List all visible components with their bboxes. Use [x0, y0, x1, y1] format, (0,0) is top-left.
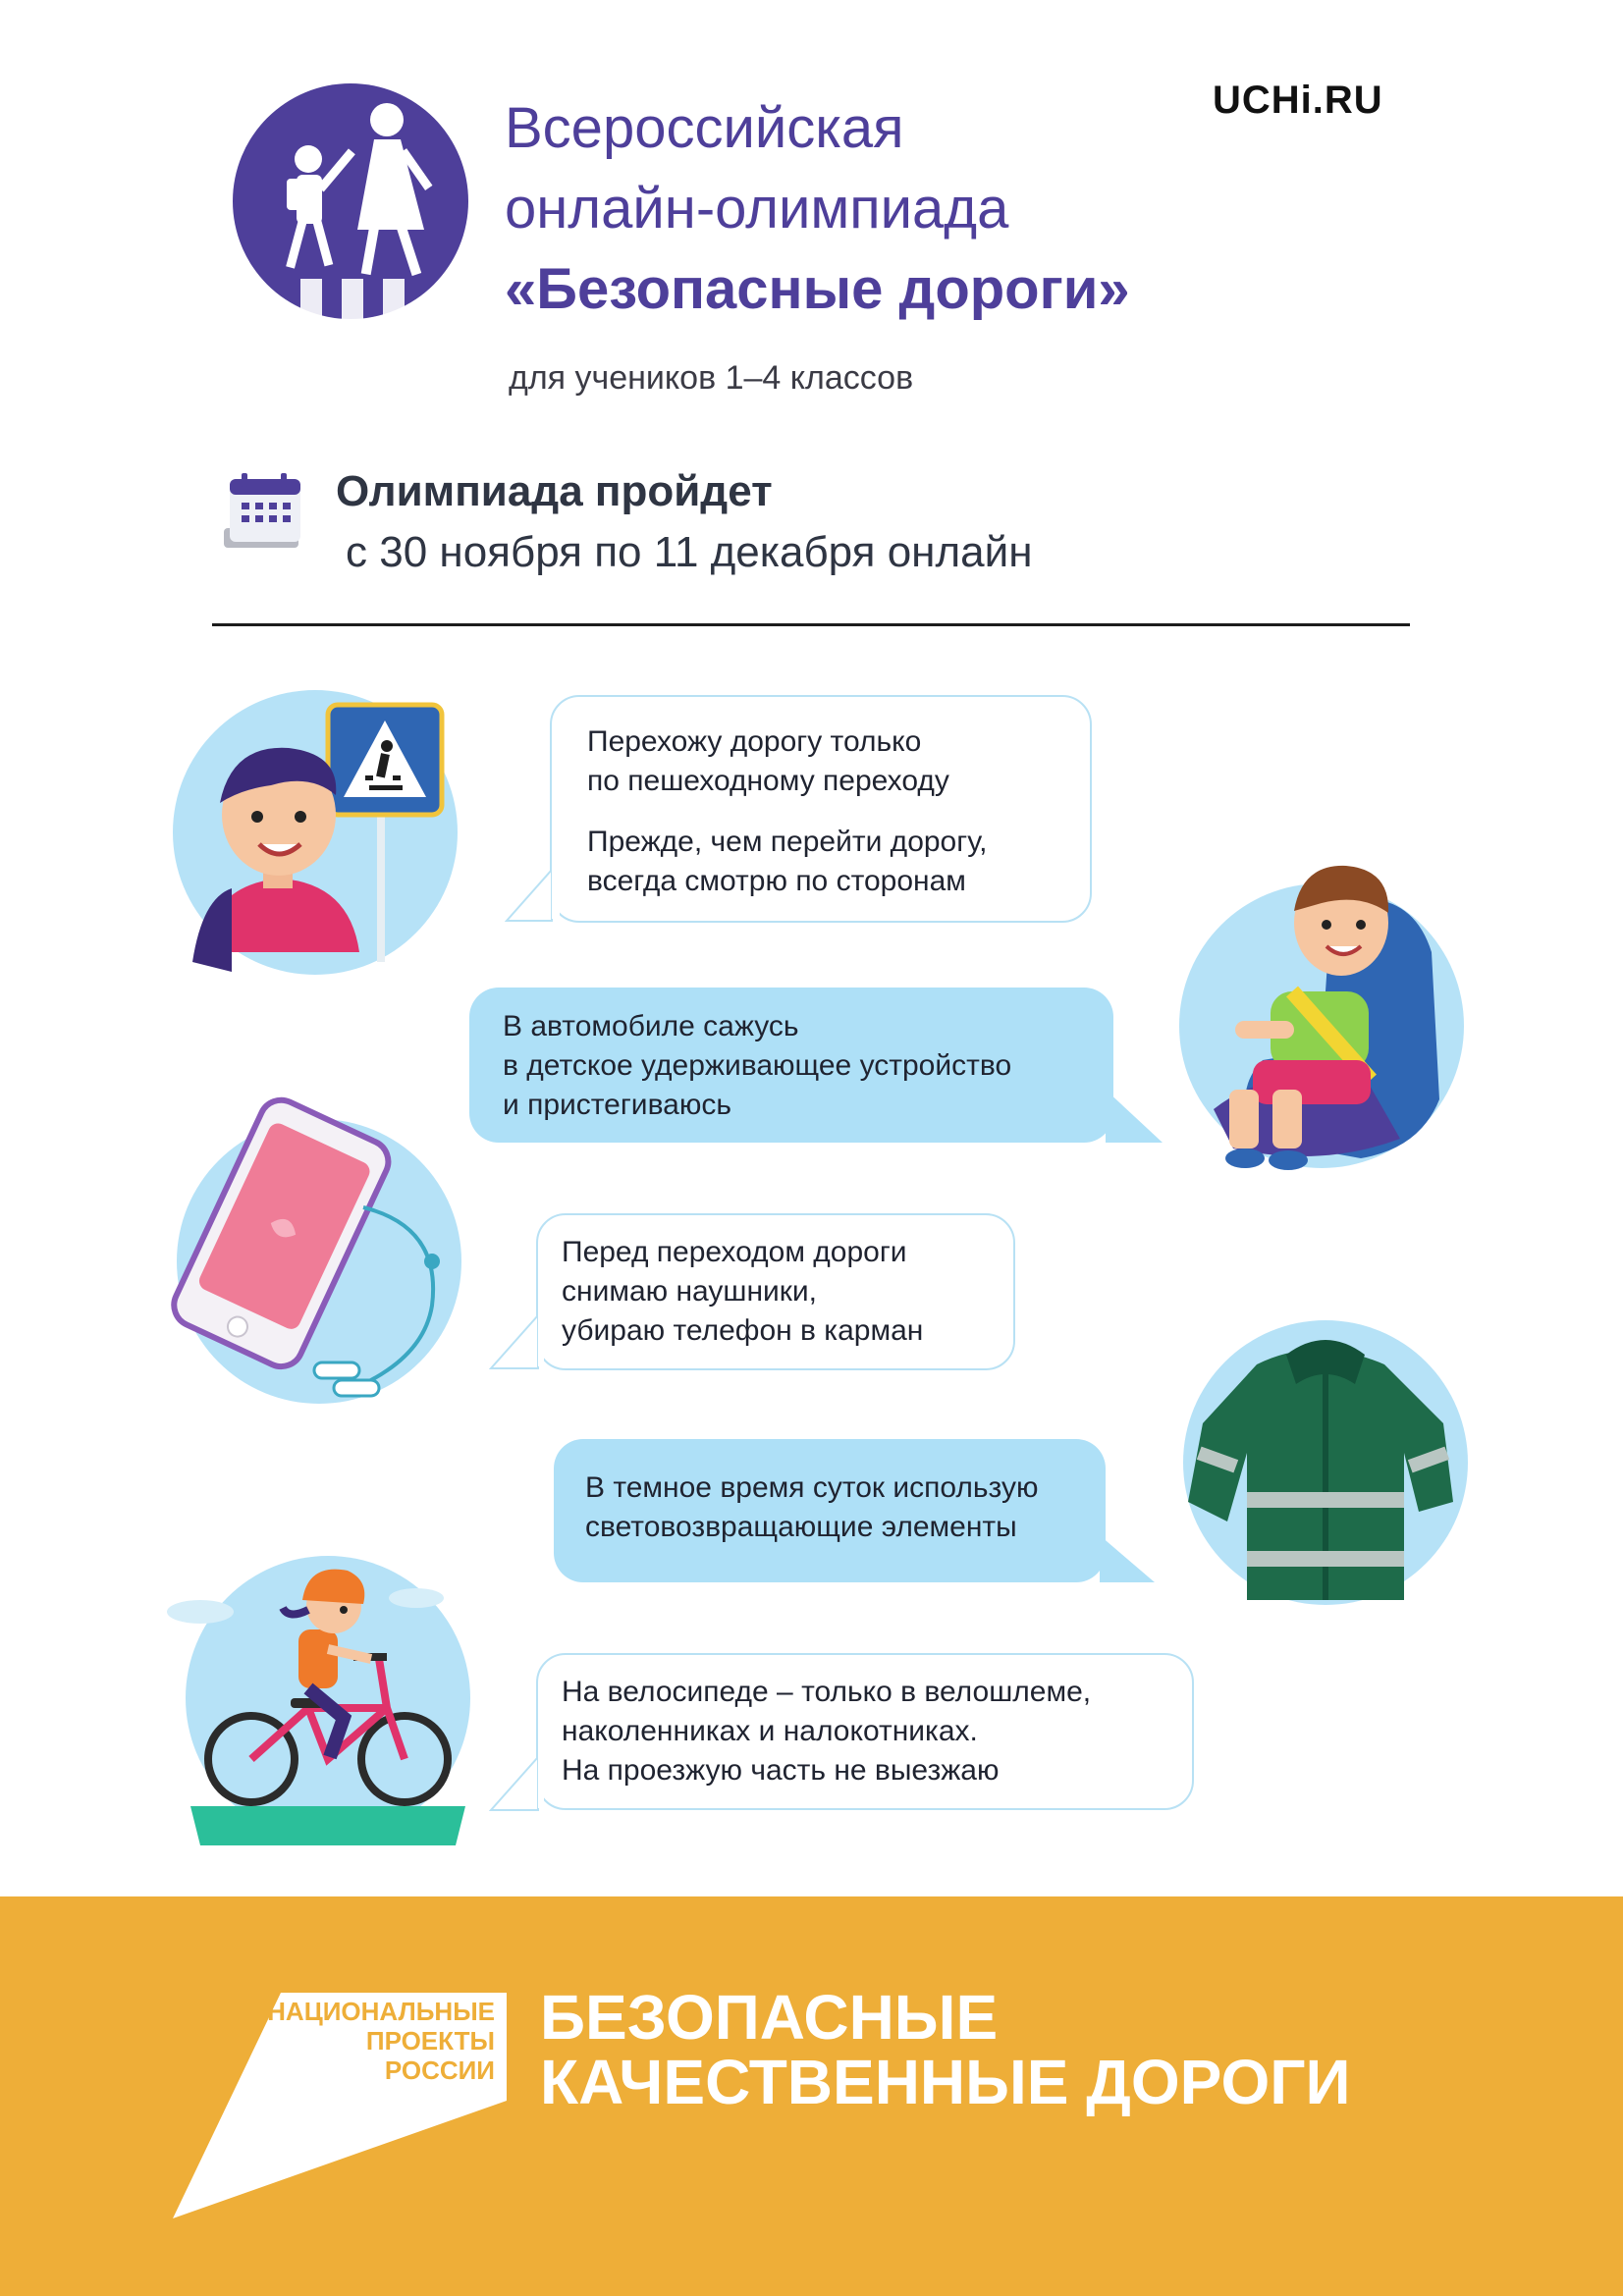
page-title	[505, 88, 1130, 330]
footer-title-line-2: КАЧЕСТВЕННЫЕ ДОРОГИ	[540, 2047, 1351, 2117]
rule-bubble-4	[554, 1439, 1106, 1582]
rule-3-line-2: снимаю наушники,	[562, 1275, 817, 1308]
rule-5-line-1: На велосипеде – только в велошлеме,	[562, 1676, 1092, 1708]
rule-bubble-3	[536, 1213, 1015, 1370]
rule-bubble-5	[536, 1653, 1194, 1810]
rule-2-line-1: В автомобиле сажусь	[503, 1010, 799, 1042]
car-seat-illustration	[1174, 844, 1469, 1178]
boy-crosswalk-illustration	[173, 687, 467, 982]
bubble-4-tail	[1100, 1535, 1155, 1582]
bubble-2-tail	[1106, 1090, 1163, 1143]
rule-1-line-2: по пешеходному переходу	[587, 765, 949, 797]
rule-bubble-2	[469, 988, 1113, 1143]
np-line-1: НАЦИОНАЛЬНЫЕ	[267, 1997, 495, 2026]
divider	[212, 623, 1410, 626]
rule-1-line-4: всегда смотрю по сторонам	[587, 865, 966, 897]
rule-5-line-3: На проезжую часть не выезжаю	[562, 1754, 1000, 1787]
phone-illustration	[167, 1090, 471, 1414]
olympiad-logo	[232, 82, 469, 320]
rule-4-line-2: световозвращающие элементы	[585, 1511, 1017, 1543]
national-projects-logo	[173, 1993, 507, 2228]
title-line-3: «Безопасные дороги»	[505, 257, 1130, 321]
rule-2-line-3: и пристегиваюсь	[503, 1089, 731, 1121]
rule-bubble-1	[550, 695, 1092, 923]
rule-3-line-1: Перед переходом дороги	[562, 1236, 907, 1268]
bubble-1-tail	[505, 870, 560, 925]
bubble-5-tail	[489, 1757, 544, 1812]
bicycle-illustration	[161, 1551, 475, 1845]
footer-title-line-1: БЕЗОПАСНЫЕ	[540, 1982, 999, 2053]
schedule-dates: с 30 ноября по 11 декабря онлайн	[346, 528, 1033, 576]
np-line-3: РОССИИ	[384, 2056, 495, 2085]
rule-4-line-1: В темное время суток использую	[585, 1471, 1039, 1504]
np-line-2: ПРОЕКТЫ	[365, 2026, 495, 2056]
brand-logo: UCHi.RU	[1213, 79, 1383, 122]
rule-3-line-3: убираю телефон в карман	[562, 1314, 924, 1347]
schedule-heading: Олимпиада пройдет	[336, 467, 773, 515]
rule-2-line-2: в детское удерживающее устройство	[503, 1049, 1012, 1082]
rule-1-line-1: Перехожу дорогу только	[587, 725, 922, 758]
calendar-icon	[220, 471, 304, 556]
footer-title	[540, 1982, 1351, 2117]
title-line-2: онлайн-олимпиада	[505, 177, 1009, 240]
title-line-1: Всероссийская	[505, 96, 904, 160]
bubble-3-tail	[489, 1315, 544, 1370]
rule-1-line-3: Прежде, чем перейти дорогу,	[587, 826, 988, 858]
subtitle: для учеников 1–4 классов	[509, 359, 914, 397]
jacket-illustration	[1168, 1306, 1473, 1610]
rule-5-line-2: наколенниках и налокотниках.	[562, 1715, 978, 1747]
